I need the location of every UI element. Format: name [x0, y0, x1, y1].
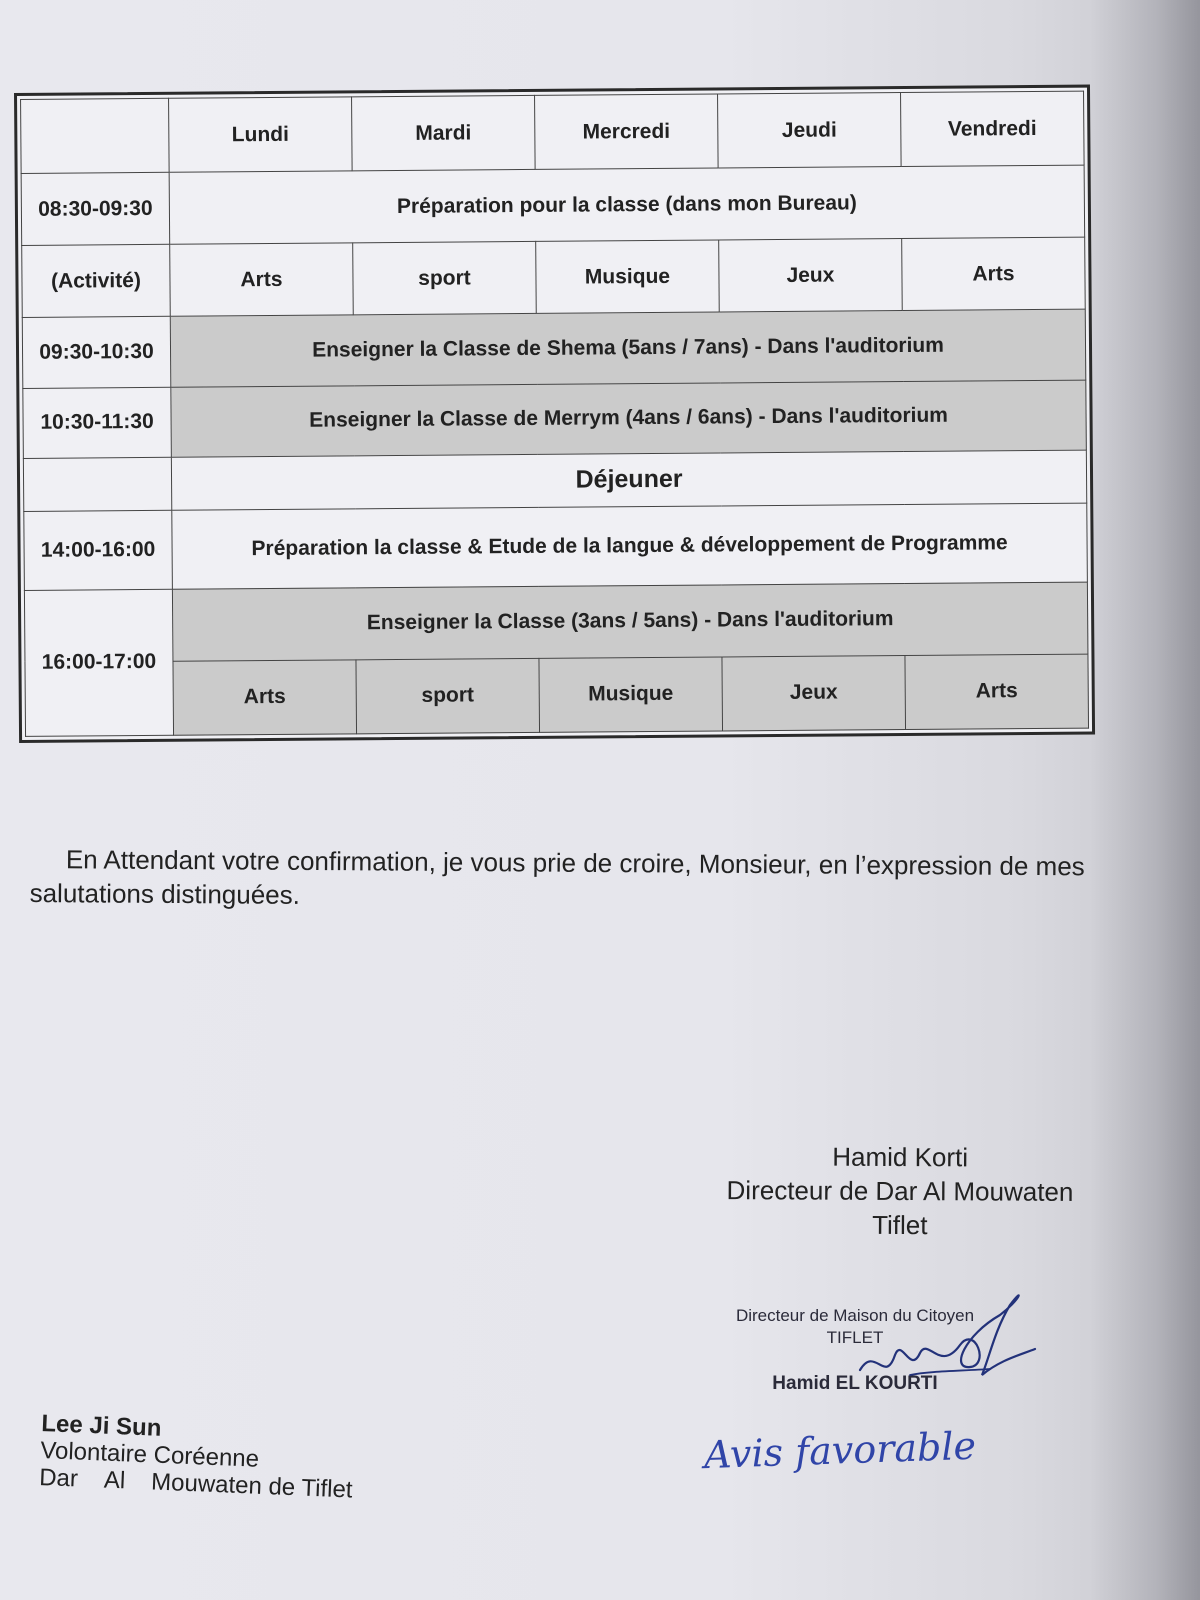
- corner-cell: [21, 98, 170, 173]
- handwritten-signature: [850, 1275, 1050, 1415]
- svg-text:Avis favorable: Avis favorable: [703, 1423, 977, 1478]
- activity-cell: sport: [356, 658, 540, 734]
- volunteer-org-word: Dar: [38, 1463, 79, 1493]
- table-row: [24, 582, 1088, 662]
- activity-cell: Préparation pour la classe (dans mon Bureau): [169, 165, 1085, 244]
- volunteer-org-word: Al: [103, 1466, 126, 1495]
- activity-cell: Enseigner la Classe de Shema (5ans / 7ans) - Dans l'auditorium: [170, 310, 1086, 387]
- time-cell: 09:30-10:30: [22, 317, 171, 388]
- day-header: Mardi: [352, 95, 536, 171]
- stamp-line: Directeur de Maison du Citoyen: [735, 1306, 975, 1325]
- stamp-line: TIFLET: [826, 1328, 884, 1347]
- director-title: Directeur de Dar Al Mouwaten: [726, 1175, 1074, 1207]
- activity-cell: Jeux: [719, 239, 903, 313]
- activity-cell: Arts: [902, 237, 1086, 311]
- table-row: [23, 380, 1087, 458]
- table-header-row: [21, 91, 1085, 174]
- director-name: Hamid Korti: [832, 1141, 969, 1173]
- day-header: Vendredi: [901, 91, 1085, 167]
- time-cell: 16:00-17:00: [24, 589, 173, 737]
- table-row: [23, 450, 1086, 512]
- time-cell: [23, 457, 171, 512]
- director-city: Tiflet: [872, 1209, 928, 1241]
- day-header: Jeudi: [718, 93, 902, 169]
- volunteer-role: Volontaire Coréenne: [39, 1436, 260, 1473]
- activity-cell: Jeux: [722, 655, 906, 731]
- activity-cell: sport: [353, 242, 537, 316]
- stamp-name: Hamid EL KOURTI: [772, 1373, 938, 1394]
- table-row: [21, 165, 1085, 245]
- schedule-table: [14, 85, 1095, 743]
- table-row: [25, 654, 1089, 737]
- activity-cell: Musique: [536, 240, 720, 314]
- closing-text: En Attendant votre confirmation, je vous prie de croire, Monsieur, en l’expression de mes salutations distinguées.: [29, 844, 1085, 910]
- volunteer-signature-block: [39, 1410, 462, 1508]
- activity-cell: Arts: [905, 654, 1089, 730]
- handwritten-note: [700, 1420, 1070, 1480]
- table-row: [22, 237, 1086, 317]
- activity-cell: Musique: [539, 657, 723, 733]
- activity-cell: Enseigner la Classe (3ans / 5ans) - Dans l'auditorium: [172, 582, 1088, 661]
- activity-cell: Arts: [170, 243, 354, 317]
- day-header: Lundi: [169, 97, 353, 173]
- director-signature-block: [690, 1139, 1111, 1243]
- table-row: [22, 310, 1086, 388]
- time-cell: 10:30-11:30: [23, 387, 172, 458]
- volunteer-org-word: Mouwaten de Tiflet: [150, 1468, 354, 1504]
- time-cell: 14:00-16:00: [24, 511, 173, 590]
- activity-cell: Enseigner la Classe de Merrym (4ans / 6ans) - Dans l'auditorium: [171, 380, 1087, 457]
- activity-cell: Préparation la classe & Etude de la langue & développement de Programme: [172, 503, 1088, 589]
- page-shadow: [1090, 0, 1200, 1600]
- closing-paragraph: [30, 842, 1120, 918]
- volunteer-name: Lee Ji Sun: [40, 1410, 162, 1442]
- time-cell: 08:30-09:30: [21, 172, 170, 245]
- activity-cell: Arts: [173, 660, 357, 736]
- day-header: Mercredi: [535, 94, 719, 170]
- table-row: [24, 503, 1088, 590]
- lunch-cell: Déjeuner: [171, 450, 1086, 511]
- time-cell: (Activité): [22, 245, 171, 318]
